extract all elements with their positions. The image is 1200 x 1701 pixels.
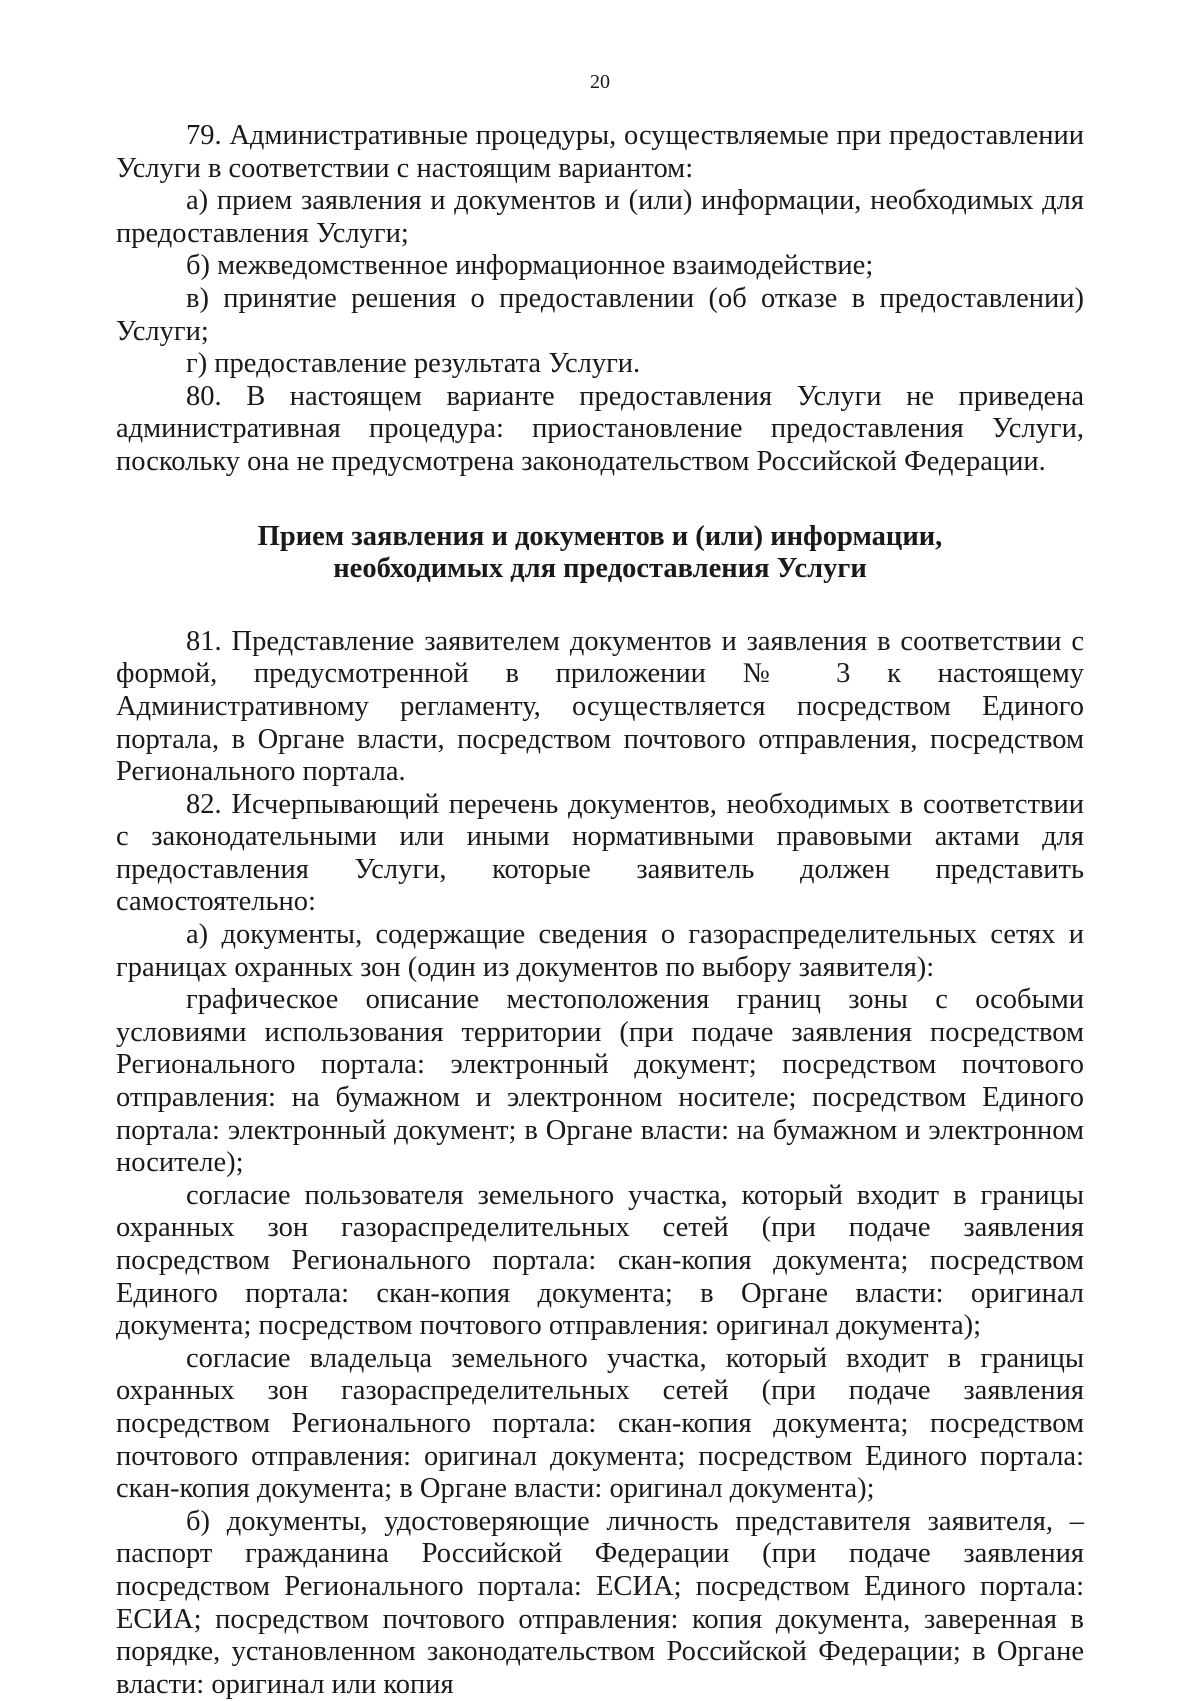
page-number: 20 <box>590 71 610 93</box>
list-item-b-identity-documents: б) документы, удостоверяющие личность представителя заявителя, – паспорт гражданина Российской Федерации (при подаче заявления посредством Регионального портала: ЕСИА; посредством Единого портала: ЕСИА; посредством почтового отправления: копия документа, заверенная в порядке, установленном законодательством Российской Федерации; в Органе власти: оригинал или копия <box>116 1505 1084 1700</box>
section-heading: Прием заявления и документов и (или) информации, необходимых для предоставления Услуги <box>257 520 943 585</box>
list-item-g: г) предоставление результата Услуги. <box>186 348 641 380</box>
sub-item-user-consent: согласие пользователя земельного участка, который входит в границы охранных зон газораспределительных сетей (при подаче заявления посредством Регионального портала: скан-копия документа; посредством Единого портала: скан-копия документа; в Органе власти: оригинал документа; посредством почтового отправления: оригинал документа); <box>116 1179 1084 1342</box>
list-item-a-documents: а) документы, содержащие сведения о газораспределительных сетях и границах охранных зон (один из документов по выбору заявителя): <box>116 919 1084 983</box>
list-item-a: а) прием заявления и документов и (или) информации, необходимых для предоставления Услуги; <box>116 185 1084 249</box>
paragraph-79: 79. Административные процедуры, осуществляемые при предоставлении Услуги в соответствии с настоящим вариантом: <box>116 120 1084 184</box>
paragraph-82: 82. Исчерпывающий перечень документов, необходимых в соответствии с законодательными или иными нормативными правовыми актами для предоставления Услуги, которые заявитель должен представить самостоятельно: <box>116 788 1084 918</box>
paragraph-81: 81. Представление заявителем документов и заявления в соответствии с формой, предусмотренной в приложении № 3 к настоящему Административному регламенту, осуществляется посредством Единого портала, в Органе власти, посредством почтового отправления, посредством Регионального портала. <box>116 625 1084 788</box>
sub-item-owner-consent: согласие владельца земельного участка, который входит в границы охранных зон газораспределительных сетей (при подаче заявления посредством Регионального портала: скан-копия документа; посредством почтового отправления: оригинал документа; посредством Единого портала: скан-копия документа; в Органе власти: оригинал документа); <box>116 1342 1084 1505</box>
list-item-v: в) принятие решения о предоставлении (об отказе в предоставлении) Услуги; <box>116 282 1084 347</box>
list-item-b: б) межведомственное информационное взаимодействие; <box>186 250 874 282</box>
page-content <box>116 120 1084 1701</box>
sub-item-graphic-description: графическое описание местоположения границ зоны с особыми условиями использования территории (при подаче заявления посредством Регионального портала: электронный документ; посредством почтового отправления: на бумажном и электронном носителе; посредством Единого портала: электронный документ; в Органе власти: на бумажном и электронном носителе); <box>116 984 1084 1179</box>
paragraph-80: 80. В настоящем варианте предоставления Услуги не приведена административная процедура: приостановление предоставления Услуги, поскольку она не предусмотрена законодательством Российской Федерации. <box>116 380 1084 477</box>
